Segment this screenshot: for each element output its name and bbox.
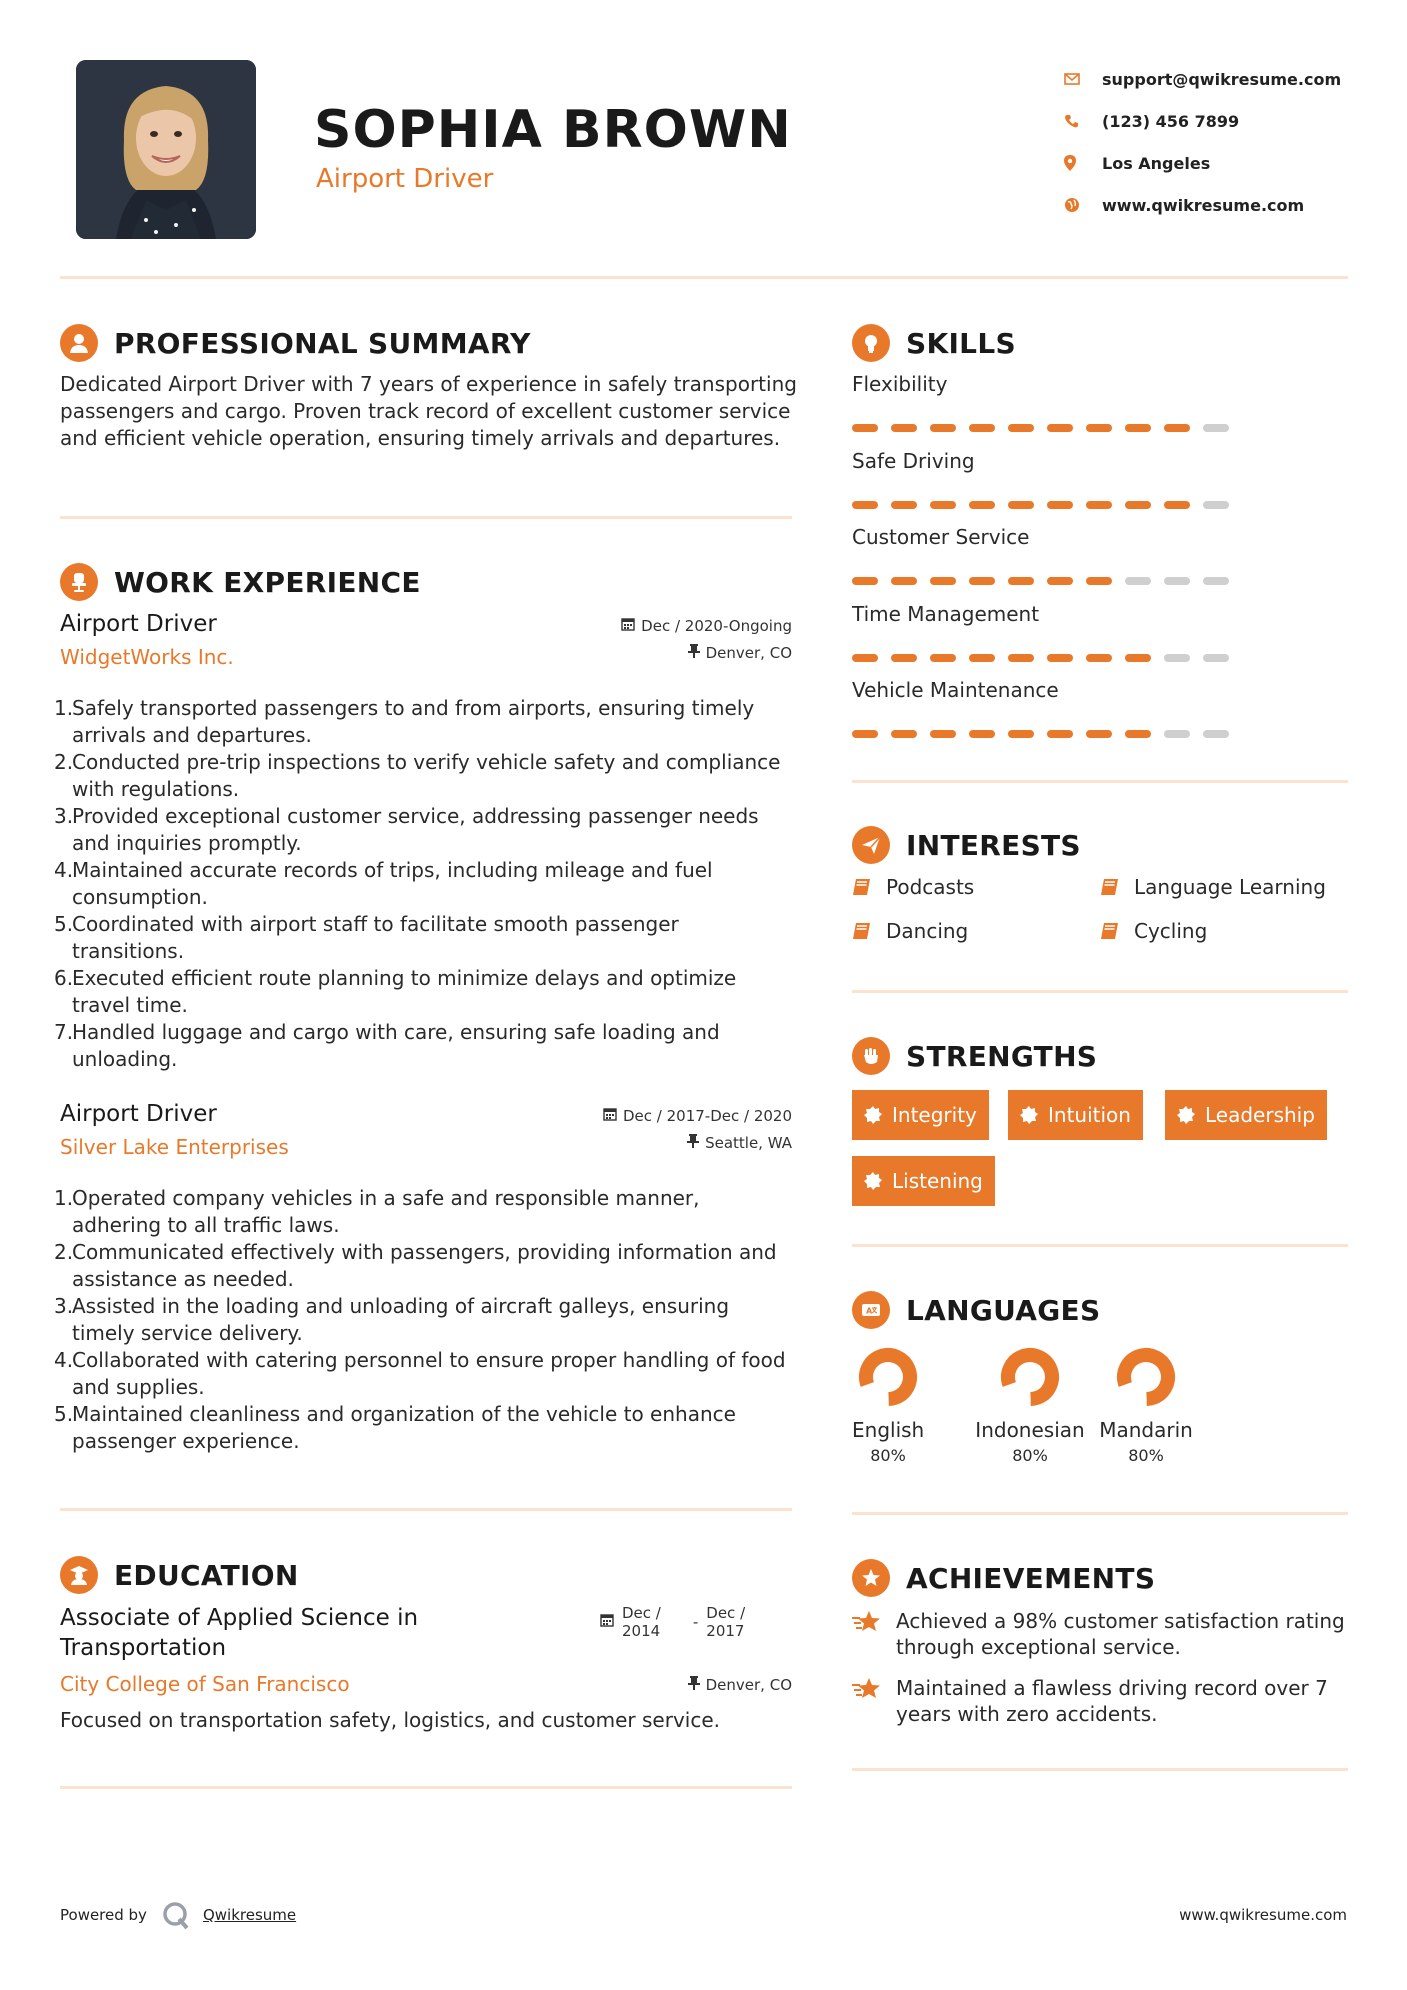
strengths-section-header	[852, 1037, 1097, 1075]
contact-email[interactable]	[1064, 58, 1341, 100]
contact-phone[interactable]	[1064, 100, 1341, 142]
skill-dot	[1164, 654, 1190, 662]
skill-dot	[1125, 577, 1151, 585]
candidate-title: Airport Driver	[316, 164, 494, 194]
skill-dot	[1008, 654, 1034, 662]
achievements-heading: ACHIEVEMENTS	[906, 1561, 1156, 1595]
job-entry	[54, 1101, 792, 1455]
skill-dot	[1008, 577, 1034, 585]
education-section-header	[60, 1556, 299, 1594]
skill-dot	[1047, 501, 1073, 509]
skill-item: Customer Service	[852, 525, 1229, 585]
job-company: Silver Lake Enterprises	[60, 1135, 289, 1159]
achievement-item: Achieved a 98% customer satisfaction rating through exceptional service.	[852, 1608, 1352, 1660]
globe-icon	[1064, 197, 1102, 213]
job-duties-list	[54, 1185, 792, 1455]
strength-chip: Listening	[852, 1156, 995, 1206]
skill-dot	[969, 654, 995, 662]
user-icon	[60, 324, 98, 362]
interests-divider	[852, 990, 1348, 993]
summary-text: Dedicated Airport Driver with 7 years of experience in safely transporting passengers and cargo. Proven track record of excellent customer service and efficient vehicle operation, ensuring timely arrivals and departures.	[60, 372, 797, 450]
language-percent: 80%	[1012, 1446, 1048, 1465]
language-name: Indonesian	[975, 1418, 1085, 1442]
skill-rating	[852, 577, 1229, 585]
list-item: 3. Assisted in the loading and unloading of aircraft galleys, ensuring timely service delivery.	[54, 1294, 730, 1345]
skill-dot	[891, 424, 917, 432]
contact-block	[1064, 58, 1341, 226]
skill-dot	[1125, 730, 1151, 738]
interests-heading: INTERESTS	[906, 828, 1081, 862]
list-item: 5. Coordinated with airport staff to facilitate smooth passenger transitions.	[54, 912, 679, 963]
work-section-header	[60, 563, 421, 601]
skill-dot	[1047, 654, 1073, 662]
skill-dot	[1164, 501, 1190, 509]
skill-dot	[969, 501, 995, 509]
list-item: 6. Executed efficient route planning to minimize delays and optimize travel time.	[54, 966, 737, 1017]
skill-dot	[969, 577, 995, 585]
languages-heading: LANGUAGES	[906, 1293, 1101, 1327]
work-heading: WORK EXPERIENCE	[114, 565, 421, 599]
skill-dot	[930, 654, 956, 662]
list-item: 1. Operated company vehicles in a safe and responsible manner, adhering to all traffic laws.	[54, 1186, 700, 1237]
lightbulb-icon	[852, 324, 890, 362]
achievements-section-header	[852, 1559, 1155, 1597]
list-item: 7. Handled luggage and cargo with care, ensuring safe loading and unloading.	[54, 1020, 720, 1071]
job-location	[687, 1134, 792, 1152]
candidate-name: SOPHIA BROWN	[314, 100, 792, 160]
skill-dot	[1203, 654, 1229, 662]
skill-dot	[1164, 730, 1190, 738]
skill-item: Vehicle Maintenance	[852, 678, 1229, 738]
skill-dot	[930, 577, 956, 585]
skill-dot	[1125, 424, 1151, 432]
skill-dot	[852, 577, 878, 585]
skill-dot	[1203, 730, 1229, 738]
skill-dot	[1086, 501, 1112, 509]
footer-website[interactable]: www.qwikresume.com	[1179, 1906, 1347, 1924]
contact-website[interactable]	[1064, 184, 1341, 226]
skill-dot	[852, 424, 878, 432]
phone-icon	[1064, 114, 1102, 129]
skill-dot	[1125, 654, 1151, 662]
graduate-icon	[60, 1556, 98, 1594]
translate-icon	[852, 1291, 890, 1329]
skill-rating	[852, 654, 1229, 662]
language-item	[974, 1344, 1086, 1465]
skill-item: Time Management	[852, 602, 1229, 662]
language-level-ring	[855, 1344, 921, 1410]
profile-photo	[76, 60, 256, 239]
skill-dot	[1203, 501, 1229, 509]
achievement-item: Maintained a flawless driving record over 7 years with zero accidents.	[852, 1675, 1352, 1727]
calendar-icon	[621, 617, 635, 635]
education-degree: Associate of Applied Science in Transportation	[60, 1605, 419, 1661]
skill-dot	[852, 730, 878, 738]
chair-icon	[60, 563, 98, 601]
strengths-heading: STRENGTHS	[906, 1039, 1098, 1073]
job-dates-text: Dec / 2017-Dec / 2020	[623, 1107, 792, 1125]
strength-chip: Intuition	[1008, 1090, 1143, 1140]
paper-plane-icon	[852, 826, 890, 864]
language-item	[1098, 1344, 1194, 1465]
skill-dot	[1047, 577, 1073, 585]
skill-dot	[930, 424, 956, 432]
book-icon	[1100, 878, 1134, 896]
list-item: 4. Collaborated with catering personnel to ensure proper handling of food and supplies.	[54, 1348, 786, 1399]
skill-dot	[1125, 501, 1151, 509]
skill-dot	[930, 730, 956, 738]
skills-section-header	[852, 324, 1016, 362]
language-item	[852, 1344, 924, 1465]
interest-item: Dancing	[852, 919, 968, 943]
skill-item: Safe Driving	[852, 449, 1229, 509]
summary-divider	[60, 516, 792, 519]
list-item: 3. Provided exceptional customer service, addressing passenger needs and inquiries promptly.	[54, 804, 759, 855]
summary-section-header	[60, 324, 531, 362]
skill-dot	[1203, 424, 1229, 432]
contact-location	[1064, 142, 1341, 184]
interests-section-header	[852, 826, 1081, 864]
job-location-text: Denver, CO	[705, 644, 792, 662]
language-name: Mandarin	[1099, 1418, 1193, 1442]
badge-icon	[1177, 1106, 1195, 1124]
pushpin-icon	[688, 1676, 700, 1694]
skill-item: Flexibility	[852, 372, 1229, 432]
badge-icon	[864, 1172, 882, 1190]
skills-heading: SKILLS	[906, 326, 1016, 360]
language-level-ring	[997, 1344, 1063, 1410]
skill-dot	[1047, 730, 1073, 738]
website-text: www.qwikresume.com	[1102, 195, 1305, 215]
job-entry	[54, 611, 792, 1073]
footer-powered-by: Powered by Qwikresume	[60, 1900, 296, 1930]
skill-dot	[891, 501, 917, 509]
list-item: 5. Maintained cleanliness and organization of the vehicle to enhance passenger experience.	[54, 1402, 736, 1453]
job-dates-text: Dec / 2020-Ongoing	[641, 617, 792, 635]
interest-item: Podcasts	[852, 875, 974, 899]
skill-dot	[930, 501, 956, 509]
skill-dot	[969, 424, 995, 432]
list-item: 2. Conducted pre-trip inspections to verify vehicle safety and compliance with regulations.	[54, 750, 781, 801]
skill-dot	[852, 654, 878, 662]
education-location: Denver, CO	[680, 1676, 792, 1694]
job-title: Airport Driver	[60, 1101, 217, 1127]
summary-heading: PROFESSIONAL SUMMARY	[114, 326, 531, 360]
job-location-text: Seattle, WA	[705, 1134, 792, 1152]
language-percent: 80%	[870, 1446, 906, 1465]
skill-dot	[1047, 424, 1073, 432]
education-divider	[60, 1786, 792, 1789]
raised-fist-icon	[852, 1037, 890, 1075]
skill-dot	[852, 501, 878, 509]
skill-rating	[852, 501, 1229, 509]
work-divider	[60, 1508, 792, 1511]
skill-dot	[891, 730, 917, 738]
calendar-icon	[603, 1107, 617, 1125]
strength-chip: Integrity	[852, 1090, 989, 1140]
book-icon	[852, 922, 886, 940]
skill-dot	[1086, 654, 1112, 662]
skill-dot	[1008, 730, 1034, 738]
education-description: Focused on transportation safety, logistics, and customer service.	[60, 1708, 721, 1732]
star-badge-icon	[852, 1559, 890, 1597]
education-dates: Dec / 2014 - Dec / 2017	[600, 1604, 745, 1640]
badge-icon	[864, 1106, 882, 1124]
language-percent: 80%	[1128, 1446, 1164, 1465]
job-title: Airport Driver	[60, 611, 217, 637]
skill-dot	[891, 577, 917, 585]
languages-section-header	[852, 1291, 1100, 1329]
language-name: English	[852, 1418, 925, 1442]
trophy-star-icon	[852, 1675, 896, 1727]
skill-dot	[1008, 424, 1034, 432]
skills-divider	[852, 780, 1348, 783]
interest-item: Cycling	[1100, 919, 1207, 943]
job-location	[688, 644, 792, 662]
job-dates	[603, 1107, 792, 1125]
pushpin-icon	[688, 644, 700, 662]
envelope-icon	[1064, 73, 1102, 85]
phone-text: (123) 456 7899	[1102, 111, 1240, 131]
strengths-divider	[852, 1244, 1348, 1247]
achievements-divider	[852, 1768, 1348, 1771]
job-duties-list	[54, 695, 792, 1073]
map-pin-icon	[1064, 155, 1102, 171]
skill-dot	[1086, 424, 1112, 432]
skill-dot	[969, 730, 995, 738]
skill-dot	[1203, 577, 1229, 585]
email-text: support@qwikresume.com	[1102, 69, 1342, 89]
list-item: 4. Maintained accurate records of trips, including mileage and fuel consumption.	[54, 858, 713, 909]
book-icon	[852, 878, 886, 896]
education-heading: EDUCATION	[114, 1558, 299, 1592]
list-item: 1. Safely transported passengers to and from airports, ensuring timely arrivals and departures.	[54, 696, 755, 747]
skill-dot	[1086, 577, 1112, 585]
skill-dot	[1164, 424, 1190, 432]
strength-chip: Leadership	[1165, 1090, 1327, 1140]
skill-dot	[1008, 501, 1034, 509]
qwikresume-logo-icon	[161, 1900, 191, 1930]
calendar-icon	[600, 1613, 614, 1631]
interest-item: Language Learning	[1100, 875, 1326, 899]
languages-divider	[852, 1512, 1348, 1515]
badge-icon	[1020, 1106, 1038, 1124]
education-school: City College of San Francisco	[60, 1672, 350, 1696]
skill-dot	[1086, 730, 1112, 738]
job-company: WidgetWorks Inc.	[60, 645, 234, 669]
skill-dot	[1164, 577, 1190, 585]
skill-rating	[852, 424, 1229, 432]
job-dates	[621, 617, 792, 635]
qwikresume-link[interactable]: Qwikresume	[202, 1906, 297, 1924]
header-divider	[60, 276, 1348, 279]
svg-text:A: A	[866, 1306, 873, 1316]
language-level-ring	[1113, 1344, 1179, 1410]
location-text: Los Angeles	[1102, 153, 1211, 173]
pushpin-icon	[687, 1134, 699, 1152]
book-icon	[1100, 922, 1134, 940]
list-item: 2. Communicated effectively with passengers, providing information and assistance as needed.	[54, 1240, 777, 1291]
skill-dot	[891, 654, 917, 662]
skill-rating	[852, 730, 1229, 738]
trophy-star-icon	[852, 1608, 896, 1660]
